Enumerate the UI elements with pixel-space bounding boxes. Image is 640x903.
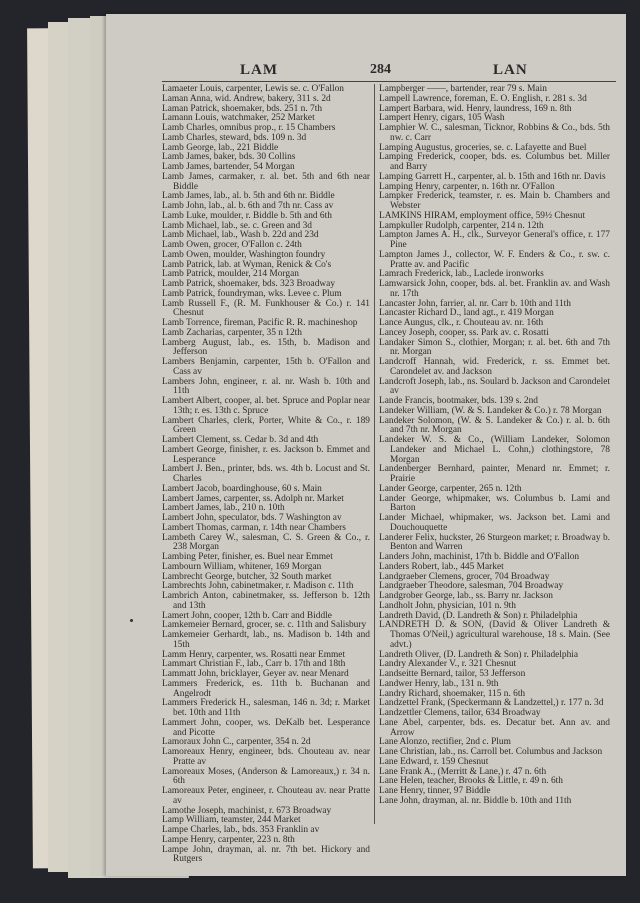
directory-entry: Lamaeter Louis, carpenter, Lewis se. c. O'Fallon (162, 84, 344, 94)
directory-entry: Lambert James, carpenter, ss. Adolph nr. Market (162, 493, 344, 504)
directory-entry: Landenberger Bernhard, painter, Menard nr. Emmet; r. Prairie (379, 464, 610, 484)
directory-entry: Landseitte Bernard, tailor, 53 Jefferson (379, 669, 526, 679)
directory-entry: Landeker William, (W. & S. Landeker & Co.) r. 78 Morgan (379, 405, 602, 416)
directory-entry: Lampton James A. H., clk., Surveyor General's office, r. 177 Pine (379, 230, 610, 250)
directory-entry: Landers Robert, lab., 445 Market (379, 561, 504, 572)
directory-entry: Lampert Henry, cigars, 105 Wash (379, 113, 505, 124)
directory-entry: Lambrecht George, butcher, 32 South market (162, 571, 332, 582)
directory-entry: Lamberg August, lab., es. 15th, b. Madison and Jefferson (162, 337, 370, 358)
directory-entry: Landeker Solomon, (W. & S. Landeker & Co.) r. al. b. 6th and 7th nr. Morgan (379, 415, 610, 436)
directory-entry: Lamb John, lab., al. b. 6th and 7th nr. Cass av (162, 201, 334, 211)
directory-entry: Landgraeber Theodore, salesman, 704 Broadway (379, 581, 564, 592)
directory-entry: Lambrechts John, cabinetmaker, r. Madison c. 11th (162, 581, 354, 592)
directory-entry: LANDRETH D. & SON, (David & Oliver Landreth & Thomas O'Neil,) agricultural warehouse, 18 s. Main. (See advt.) (379, 620, 610, 650)
directory-entry: Lancaster John, farrier, al. nr. Carr b. 10th and 11th (379, 298, 571, 309)
directory-entry: LAMKINS HIRAM, employment office, 59½ Chesnut (379, 210, 586, 221)
directory-entry: Lamkemeier Bernard, grocer, se. c. 11th and Salisbury (162, 620, 367, 631)
directory-entry: Lander George, carpenter, 265 n. 12th (379, 483, 522, 494)
directory-entry: Lamp William, teamster, 244 Market (162, 815, 301, 826)
directory-entry: Landers John, machinist, 17th b. Biddle and O'Fallon (379, 552, 580, 562)
directory-entry: Lamb James, carmaker, r. al. bet. 5th and 6th near Biddle (162, 171, 370, 192)
directory-entry: Lambourn William, whitener, 169 Morgan (162, 561, 322, 572)
directory-entry: Lamb Michael, lab., se. c. Green and 3d (162, 220, 312, 231)
directory-entry: Lamoreaux Moses, (Anderson & Lamoreaux,) r. 34 n. 6th (162, 766, 370, 787)
directory-entry: Laman Anna, wid. Andrew, bakery, 311 s. 2d (162, 93, 331, 104)
directory-entry: Lambert Thomas, carman, r. 14th near Chambers (162, 522, 346, 533)
directory-entry: Lammers Frederick H., salesman, 146 n. 3d; r. Market bet. 10th and 11th (162, 698, 370, 718)
column-divider (374, 84, 375, 824)
directory-page (106, 14, 626, 876)
directory-entry: Lance Aungus, clk., r. Chouteau av. nr. 16th (379, 318, 544, 328)
directory-entry: Lampe Charles, lab., bds. 353 Franklin av (162, 825, 320, 835)
directory-entry: Lamb James, baker, bds. 30 Collins (162, 152, 296, 163)
directory-entry: Lamb George, lab., 221 Biddle (162, 142, 279, 153)
running-head-right: LAN (493, 62, 528, 78)
directory-entry: Lane Abel, carpenter, bds. es. Decatur bet. Ann av. and Arrow (379, 717, 610, 738)
directory-entry: Lamb James, bartender, 54 Morgan (162, 162, 295, 172)
directory-entry: Landzettel Frank, (Speckermann & Landzettel,) r. 177 n. 3d (379, 698, 604, 709)
directory-entry: Lamkemeier Gerhardt, lab., ns. Madison b. 14th and 15th (162, 630, 370, 650)
directory-entry: Lamrach Frederick, lab., Laclede ironworks (379, 269, 544, 280)
directory-entry: Lamb Patrick, moulder, 214 Morgan (162, 269, 299, 280)
directory-entry: Lancaster Richard D., land agt., r. 419 Morgan (379, 308, 554, 319)
directory-entry: Lamb Owen, moulder, Washington foundry (162, 249, 326, 260)
directory-entry: Lane Frank A., (Merritt & Lane,) r. 47 n. 6th (379, 766, 547, 777)
directory-entry: Landreth David, (D. Landreth & Son) r. Philadelphia (379, 610, 578, 621)
directory-entry: Lamping Henry, carpenter, n. 16th nr. O'Fallon (379, 181, 555, 192)
directory-entry: Lammers Frederick, es. 11th b. Buchanan and Angelrodt (162, 678, 370, 699)
directory-entry: Lamoreaux Henry, engineer, bds. Chouteau av. near Pratte av (162, 747, 370, 767)
directory-entry: Lander George, whipmaker, ws. Columbus b. Lami and Barton (379, 493, 610, 514)
directory-entry: Lane Christian, lab., ns. Carroll bet. Columbus and Jackson (379, 747, 603, 757)
directory-entry: Lamoraux John C., carpenter, 354 n. 2d (162, 737, 311, 748)
directory-entry: Lane Helen, teacher, Brooks & Little, r. 49 n. 6th (379, 776, 563, 787)
directory-entry: Landholt John, physician, 101 n. 9th (379, 600, 516, 611)
directory-entry: Landcroft Joseph, lab., ns. Soulard b. Jackson and Carondelet av (379, 376, 610, 397)
directory-entry: Lammatt John, bricklayer, Geyer av. near Menard (162, 669, 349, 679)
directory-entry: Lambert J. Ben., printer, bds. ws. 4th b. Locust and St. Charles (162, 464, 370, 484)
directory-entry: Lane Henry, tinner, 97 Biddle (379, 786, 491, 796)
directory-entry: Lamb Russell F., (R. M. Funkhouser & Co.) r. 141 Chesnut (162, 298, 370, 319)
directory-entry: Lamping Garrett H., carpenter, al. b. 15th and 16th nr. Davis (379, 171, 606, 182)
directory-entry: Lamphier W. C., salesman, Ticknor, Robbins & Co., bds. 5th nw. c. Carr (379, 123, 610, 143)
directory-entry: Lampert Barbara, wid. Henry, laundress, 169 n. 8th (379, 103, 572, 114)
directory-entry: Lambert George, finisher, r. es. Jackson b. Emmet and Lesperance (162, 444, 370, 465)
directory-entry: Lande Francis, bootmaker, bds. 139 s. 2nd (379, 396, 538, 406)
directory-entry: Landcroff Hannah, wid. Frederick, r. ss. Emmet bet. Carondelet av. and Jackson (379, 357, 610, 377)
directory-entry: Lampker Frederick, teamster, r. es. Main b. Chambers and Webster (379, 191, 610, 211)
directory-entry: Lampberger ——, bartender, rear 79 s. Main (379, 84, 547, 94)
directory-entry: Laman Patrick, shoemaker, bds. 251 n. 7th (162, 103, 323, 114)
directory-entry: Landreth Oliver, (D. Landreth & Son) r. Philadelphia (379, 649, 579, 660)
left-column (162, 85, 370, 865)
directory-entry: Landerer Felix, huckster, 26 Sturgeon market; r. Broadway b. Benton and Warren (379, 532, 610, 553)
page-number: 284 (370, 62, 391, 77)
directory-entry: Landry Alexander V., r. 321 Chesnut (379, 659, 517, 670)
directory-entry: Landgrober George, lab., ss. Barry nr. Jackson (379, 591, 553, 601)
directory-entry: Lambert John, speculator, bds. 7 Washington av (162, 513, 342, 523)
directory-entry: Lamwarsick John, cooper, bds. al. bet. Franklin av. and Wash nr. 17th (379, 279, 610, 299)
directory-entry: Lampell Lawrence, foreman, E. O. English, r. 281 s. 3d (379, 93, 587, 104)
directory-entry: Lamann Louis, watchmaker, 252 Market (162, 113, 315, 124)
directory-entry: Landzettler Clemens, tailor, 634 Broadway (379, 708, 541, 718)
directory-entry: Lammart Christian F., lab., Carr b. 17th and 18th (162, 659, 346, 670)
directory-entry: Lane Alonzo, rectifier, 2nd c. Plum (379, 737, 511, 748)
directory-entry: Lamb Patrick, shoemaker, bds. 323 Broadway (162, 279, 336, 289)
directory-entry: Lamb Patrick, foundryman, wks. Levee c. Plum (162, 288, 342, 299)
directory-entry: Lambert Charles, clerk, Porter, White & Co., r. 189 Green (162, 415, 370, 436)
directory-entry: Landwer Henry, lab., 131 n. 9th (379, 678, 499, 689)
directory-entry: Lambert James, lab., 210 n. 10th (162, 503, 285, 514)
running-head-left: LAM (240, 62, 278, 78)
directory-entry: Lambrich Anton, cabinetmaker, ss. Jefferson b. 12th and 13th (162, 591, 370, 611)
directory-entry: Lane Edward, r. 159 Chesnut (379, 756, 489, 767)
directory-entry: Landry Richard, shoemaker, 115 n. 6th (379, 688, 526, 699)
right-column (379, 85, 610, 807)
directory-entry: Lamoreaux Peter, engineer, r. Chouteau av. near Pratte av (162, 786, 370, 806)
ink-spot (130, 619, 133, 622)
directory-entry: Lamb Owen, grocer, O'Fallon c. 24th (162, 240, 302, 250)
directory-entry: Lamm Henry, carpenter, ws. Rosatti near Emmet (162, 649, 346, 660)
directory-entry: Lancey Joseph, cooper, ss. Park av. c. Rosatti (379, 327, 549, 338)
directory-entry: Lambers John, engineer, r. al. nr. Wash b. 10th and 11th (162, 376, 370, 397)
directory-entry: Lampton James J., collector, W. F. Enders & Co., r. sw. c. Pratte av. and Pacific (379, 249, 610, 270)
directory-entry: Lambert Albert, cooper, al. bet. Spruce and Poplar near 13th; r. es. 13th c. Spruce (162, 396, 370, 416)
directory-entry: Lammert John, cooper, ws. DeKalb bet. Lesperance and Picotte (162, 717, 370, 738)
directory-entry: Landaker Simon S., clothier, Morgan; r. al. bet. 6th and 7th nr. Morgan (379, 337, 610, 358)
directory-entry: Lamb Luke, moulder, r. Biddle b. 5th and 6th (162, 210, 332, 221)
directory-entry: Lambeth Carey W., salesman, C. S. Green & Co., r. 238 Morgan (162, 532, 370, 553)
directory-entry: Landeker W. S. & Co., (William Landeker, Solomon Landeker and Michael L. Cohn,) clothingstore, 78 Morgan (379, 435, 610, 465)
directory-entry: Lampe Henry, carpenter, 223 n. 8th (162, 834, 295, 845)
directory-entry: Landgraeber Clemens, grocer, 704 Broadway (379, 571, 550, 582)
directory-entry: Lamping Augustus, groceries, se. c. Lafayette and Buel (379, 142, 587, 153)
directory-entry: Lamb Michael, lab., Wash b. 22d and 23d (162, 230, 319, 241)
directory-entry: Lambers Benjamin, carpenter, 15th b. O'Fallon and Cass av (162, 357, 370, 377)
directory-entry: Lamb Torrence, fireman, Pacific R. R. machineshop (162, 318, 358, 328)
directory-entry: Lamping Frederick, cooper, bds. es. Columbus bet. Miller and Barry (379, 152, 610, 172)
directory-entry: Lamb James, lab., al. b. 5th and 6th nr. Biddle (162, 191, 335, 202)
directory-entry: Lamothe Joseph, machinist, r. 673 Broadway (162, 805, 332, 816)
directory-entry: Lamb Charles, omnibus prop., r. 15 Chambers (162, 123, 336, 133)
header-rule (162, 81, 616, 82)
directory-entry: Lamb Zacharias, carpenter, 35 n 12th (162, 327, 302, 338)
directory-entry: Lamb Charles, steward, bds. 109 n. 3d (162, 132, 307, 143)
directory-entry: Lambert Jacob, boardinghouse, 60 s. Main (162, 483, 322, 494)
directory-entry: Lambert Clement, ss. Cedar b. 3d and 4th (162, 435, 319, 445)
directory-entry: Lampkuller Rudolph, carpenter, 214 n. 12th (379, 220, 544, 231)
directory-entry: Lamb Patrick, lab. at Wyman, Renick & Co's (162, 259, 332, 270)
directory-entry: Lander Michael, whipmaker, ws. Jackson bet. Lami and Douchouquette (379, 513, 610, 533)
directory-entry: Lampe John, drayman, al. nr. 7th bet. Hickory and Rutgers (162, 844, 370, 865)
directory-entry: Lamert John, cooper, 12th b. Carr and Biddle (162, 610, 332, 621)
directory-entry: Lane John, drayman, al. nr. Biddle b. 10th and 11th (379, 795, 572, 806)
directory-entry: Lambing Peter, finisher, es. Buel near Emmet (162, 552, 333, 562)
